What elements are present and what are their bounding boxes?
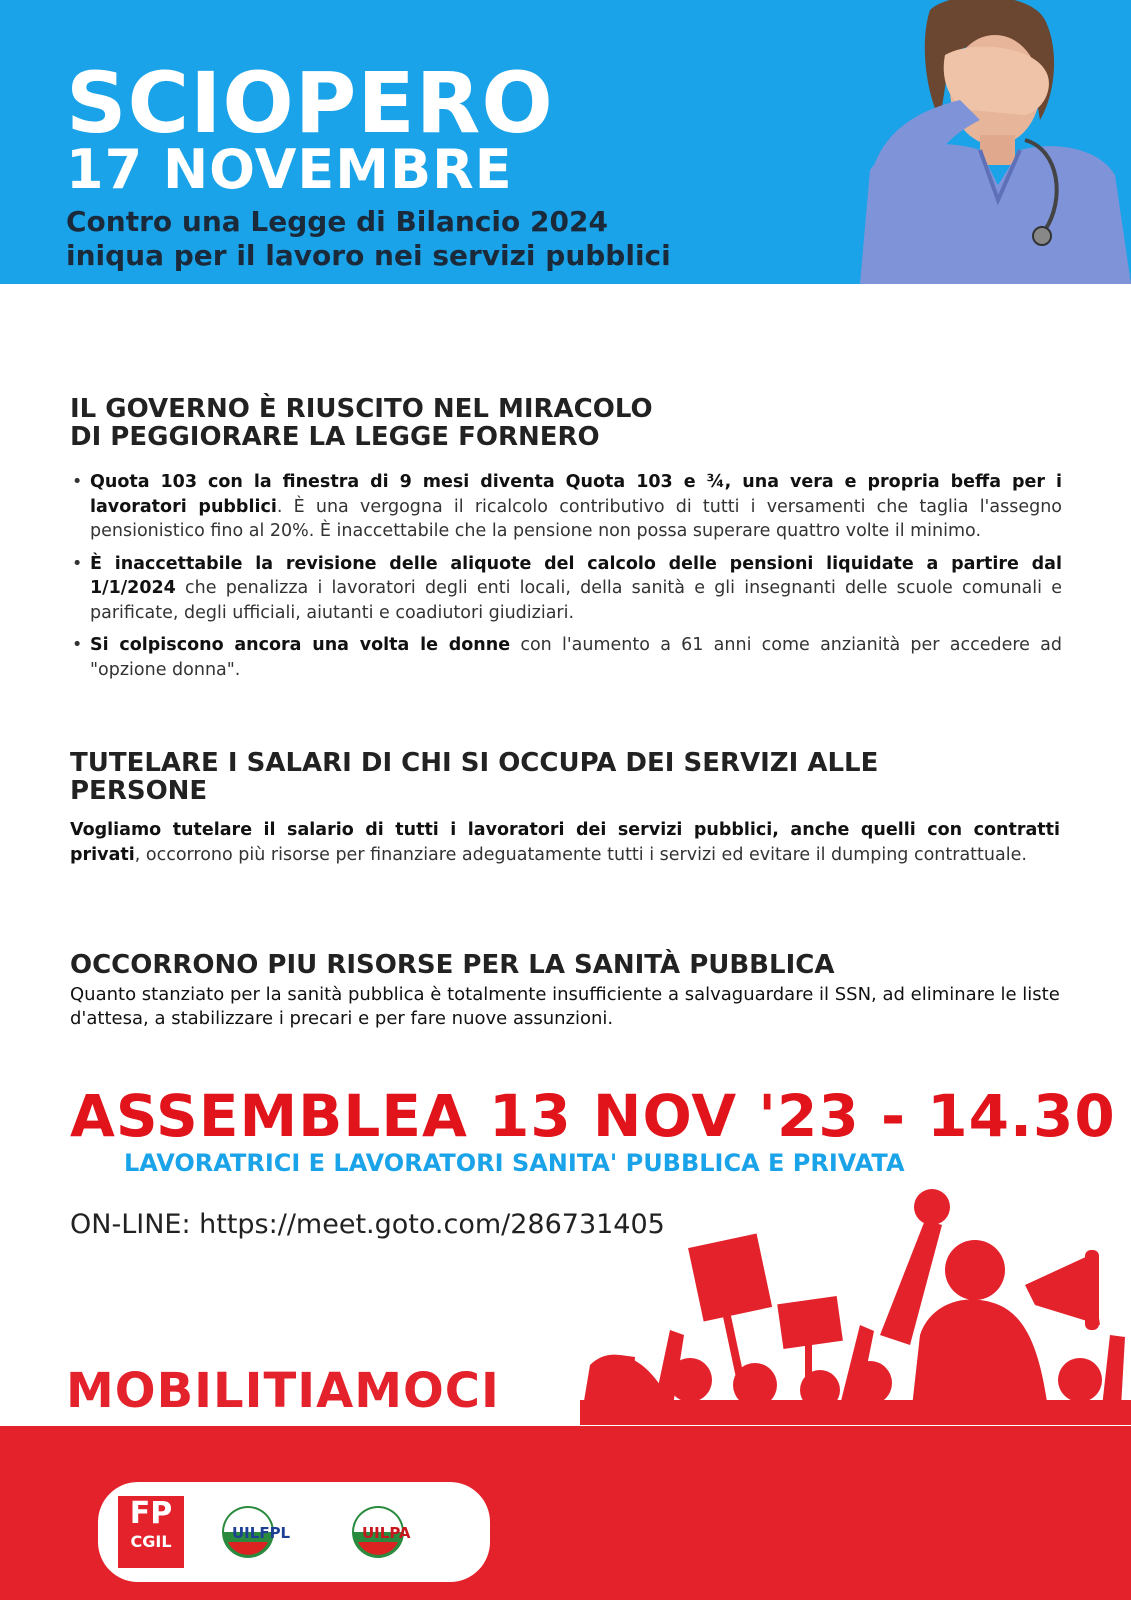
uilfpl-logo-text: UILFPL bbox=[232, 1524, 291, 1542]
section-pension-title-line-1: IL GOVERNO È RIUSCITO NEL MIRACOLO bbox=[70, 394, 653, 424]
uilpa-logo bbox=[348, 1502, 458, 1562]
strike-date: 17 NOVEMBRE bbox=[66, 138, 513, 201]
union-logos-box bbox=[98, 1482, 490, 1582]
protest-crowd-illustration bbox=[580, 1185, 1131, 1425]
mobilize-slogan: MOBILITIAMOCI bbox=[66, 1363, 500, 1419]
section-pension-title bbox=[70, 395, 653, 451]
bullet-text: che penalizza i lavoratori degli enti locali, della sanità e gli insegnanti delle scuole comunali e parificate, degli ufficiali, aiutanti e coadiutori giudiziari. bbox=[90, 578, 1062, 623]
nurse-photo bbox=[830, 0, 1131, 284]
bullet-bold-text: Quota 103 con la finestra di 9 mesi diventa Quota 103 e ¾, una vera e propria beffa per i lavoratori pubblici bbox=[90, 472, 1062, 517]
bullet-item bbox=[72, 552, 1062, 626]
section-pension-title-line-2: DI PEGGIORARE LA LEGGE FORNERO bbox=[70, 422, 600, 452]
fp-logo-text: FP bbox=[129, 1496, 173, 1531]
section-wages-title bbox=[70, 749, 878, 805]
header-banner bbox=[0, 0, 1131, 284]
fp-cgil-logo bbox=[118, 1496, 184, 1568]
cgil-logo-text: CGIL bbox=[130, 1532, 172, 1551]
bullet-item bbox=[72, 633, 1062, 682]
wages-bold-text: Vogliamo tutelare il salario di tutti i lavoratori dei servizi pubblici, anche quelli con contratti privati bbox=[70, 820, 1060, 865]
uilpa-logo-text: UILPA bbox=[362, 1524, 411, 1542]
uilfpl-logo bbox=[218, 1502, 328, 1562]
section-health-title: OCCORRONO PIU RISORSE PER LA SANITÀ PUBBLICA bbox=[70, 950, 835, 980]
wages-text: , occorrono più risorse per finanziare adeguatamente tutti i servizi ed evitare il dumping contrattuale. bbox=[134, 844, 1027, 865]
section-wages-title-line-1: TUTELARE I SALARI DI CHI SI OCCUPA DEI SERVIZI ALLE bbox=[70, 748, 879, 778]
bullet-text: . È una vergogna il ricalcolo contributivo di tutti i versamenti che taglia l'assegno pensionistico fino al 20%. È inaccettabile che la pensione non possa superare quattro volte il minimo. bbox=[90, 496, 1062, 541]
bullet-text: con l'aumento a 61 anni come anzianità per accedere ad "opzione donna". bbox=[90, 635, 1063, 680]
bullet-bold-text: È inaccettabile la revisione delle aliquote del calcolo delle pensioni liquidate a partire dal 1/1/2024 bbox=[90, 553, 1062, 598]
subtitle-line-1: Contro una Legge di Bilancio 2024 bbox=[66, 205, 608, 238]
subtitle-line-2: iniqua per il lavoro nei servizi pubblici bbox=[66, 239, 671, 272]
strike-title: SCIOPERO bbox=[66, 54, 554, 152]
pension-bullet-list bbox=[72, 470, 1062, 690]
online-meeting-link[interactable]: ON-LINE: https://meet.goto.com/286731405 bbox=[70, 1209, 665, 1240]
section-health-text: Quanto stanziato per la sanità pubblica è totalmente insufficiente a salvaguardare il SSN, ad eliminare le liste d'attesa, a stabilizzare i precari e per fare nuove assunzioni. bbox=[70, 984, 1060, 1029]
section-wages-text bbox=[70, 818, 1060, 867]
assembly-title: ASSEMBLEA 13 NOV '23 - 14.30 bbox=[70, 1082, 1116, 1150]
header-subtitle bbox=[66, 205, 671, 273]
bullet-bold-text: Si colpiscono ancora una volta le donne bbox=[90, 635, 511, 655]
section-wages-title-line-2: PERSONE bbox=[70, 776, 208, 806]
bullet-item bbox=[72, 470, 1062, 544]
assembly-audience: LAVORATRICI E LAVORATORI SANITA' PUBBLICA E PRIVATA bbox=[124, 1149, 905, 1177]
